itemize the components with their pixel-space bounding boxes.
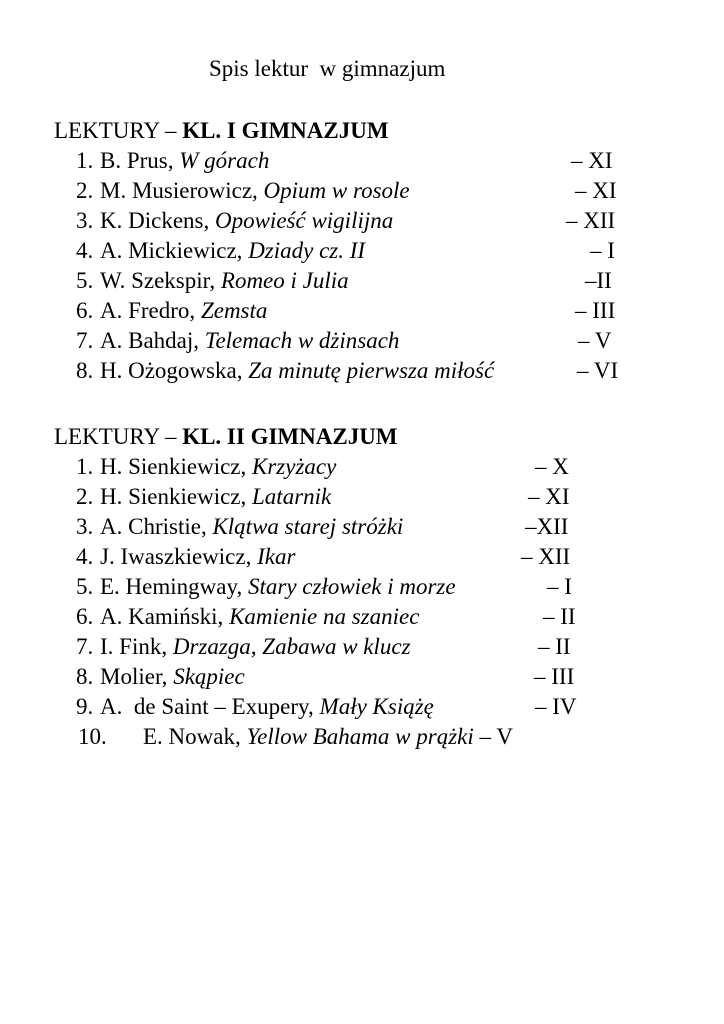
item-text xyxy=(100,664,245,690)
item-month: – I xyxy=(590,238,615,263)
item-work: Za minutę pierwsza miłość xyxy=(248,358,495,383)
item-work: Mały Książę xyxy=(319,694,434,719)
item-number: 8. xyxy=(76,664,94,689)
item-month: – VI xyxy=(577,358,619,383)
item-text xyxy=(100,484,331,510)
list-item xyxy=(0,724,724,754)
section-heading-class-2 xyxy=(54,424,398,450)
item-text xyxy=(100,574,456,600)
item-work: Skąpiec xyxy=(173,664,245,689)
item-text xyxy=(100,148,269,174)
list-item xyxy=(0,694,724,724)
item-work: Telemach w dżinsach xyxy=(204,328,400,353)
list-item xyxy=(0,328,724,358)
item-number: 3. xyxy=(76,514,94,539)
item-work: Stary człowiek i morze xyxy=(247,574,456,599)
item-author: I. Fink, xyxy=(100,634,173,659)
item-number: 5. xyxy=(76,268,94,293)
item-work: Opowieść wigilijna xyxy=(214,208,394,233)
item-text xyxy=(100,208,393,234)
item-author: K. Dickens, xyxy=(100,208,215,233)
document-title: Spis lektur w gimnazjum xyxy=(209,56,446,81)
item-month: – II xyxy=(543,604,576,629)
item-number: 2. xyxy=(76,484,94,509)
item-author: A. Mickiewicz, xyxy=(100,238,249,263)
list-item xyxy=(0,634,724,664)
item-author: A. de Saint – Exupery, xyxy=(100,694,320,719)
item-author: B. Prus, xyxy=(100,148,180,173)
item-work: Latarnik xyxy=(252,484,332,509)
item-work: Zemsta xyxy=(200,298,268,323)
item-text xyxy=(100,178,410,204)
item-month: –XII xyxy=(525,514,569,539)
item-month: – IV xyxy=(535,694,577,719)
item-number: 6. xyxy=(76,298,94,323)
item-month: – III xyxy=(575,298,616,323)
item-author: E. Nowak, xyxy=(143,724,247,749)
item-work: Drzazga, Zabawa w klucz xyxy=(172,634,411,659)
item-text xyxy=(100,634,411,660)
item-author: A. Bahdaj, xyxy=(100,328,205,353)
item-author: A. Christie, xyxy=(100,514,213,539)
item-number: 6. xyxy=(76,604,94,629)
list-item xyxy=(0,238,724,268)
item-text xyxy=(143,724,513,750)
item-number: 9. xyxy=(76,694,94,719)
list-item xyxy=(0,298,724,328)
item-work: W górach xyxy=(179,148,270,173)
item-number: 4. xyxy=(76,544,94,569)
item-month: – V xyxy=(479,724,513,749)
item-text xyxy=(100,268,349,294)
item-author: Molier, xyxy=(100,664,174,689)
heading-class-label: KL. II GIMNAZJUM xyxy=(182,424,398,449)
heading-class-label: KL. I GIMNAZJUM xyxy=(182,118,389,143)
item-month: – XI xyxy=(528,484,570,509)
list-item xyxy=(0,514,724,544)
item-author: H. Sienkiewicz, xyxy=(100,484,253,509)
item-number: 1. xyxy=(76,148,94,173)
item-work: Ikar xyxy=(257,544,296,569)
list-item xyxy=(0,544,724,574)
item-month: – XII xyxy=(566,208,616,233)
item-text xyxy=(100,238,365,264)
item-number: 2. xyxy=(76,178,94,203)
item-month: – XI xyxy=(571,148,613,173)
item-number: 10. xyxy=(78,724,107,749)
item-number: 7. xyxy=(76,634,94,659)
item-month: – III xyxy=(534,664,575,689)
list-item xyxy=(0,148,724,178)
item-author: A. Fredro, xyxy=(100,298,201,323)
item-number: 3. xyxy=(76,208,94,233)
heading-prefix: LEKTURY – xyxy=(54,118,183,143)
item-text xyxy=(100,454,336,480)
item-work: Romeo i Julia xyxy=(220,268,349,293)
item-month: –II xyxy=(585,268,612,293)
item-month: – I xyxy=(547,574,572,599)
item-author: H. Ożogowska, xyxy=(100,358,249,383)
item-number: 8. xyxy=(76,358,94,383)
item-work: Kamienie na szaniec xyxy=(229,604,420,629)
item-month: – X xyxy=(535,454,569,479)
item-text xyxy=(100,694,434,720)
item-work: Yellow Bahama w prążki xyxy=(246,724,474,749)
item-author: J. Iwaszkiewicz, xyxy=(100,544,258,569)
item-text xyxy=(100,514,403,540)
item-number: 4. xyxy=(76,238,94,263)
item-work: Krzyżacy xyxy=(252,454,337,479)
list-item xyxy=(0,664,724,694)
item-author: A. Kamiński, xyxy=(100,604,230,629)
item-author: M. Musierowicz, xyxy=(100,178,264,203)
item-month: – II xyxy=(538,634,571,659)
list-item xyxy=(0,268,724,298)
item-text xyxy=(100,544,295,570)
list-item xyxy=(0,454,724,484)
list-item xyxy=(0,208,724,238)
list-item xyxy=(0,178,724,208)
item-number: 5. xyxy=(76,574,94,599)
section-heading-class-1 xyxy=(54,118,389,144)
list-item xyxy=(0,604,724,634)
list-item xyxy=(0,358,724,388)
item-number: 7. xyxy=(76,328,94,353)
item-month: – XI xyxy=(575,178,617,203)
item-work: Klątwa starej stróżki xyxy=(212,514,404,539)
list-item xyxy=(0,574,724,604)
item-work: Dziady cz. II xyxy=(248,238,366,263)
item-text xyxy=(100,328,399,354)
item-text xyxy=(100,298,267,324)
item-month: – V xyxy=(578,328,612,353)
item-author: H. Sienkiewicz, xyxy=(100,454,253,479)
item-author: E. Hemingway, xyxy=(100,574,248,599)
item-text xyxy=(100,358,494,384)
item-number: 1. xyxy=(76,454,94,479)
item-work: Opium w rosole xyxy=(263,178,410,203)
item-month: – XII xyxy=(521,544,571,569)
heading-prefix: LEKTURY – xyxy=(54,424,183,449)
list-item xyxy=(0,484,724,514)
item-author: W. Szekspir, xyxy=(100,268,221,293)
item-text xyxy=(100,604,419,630)
